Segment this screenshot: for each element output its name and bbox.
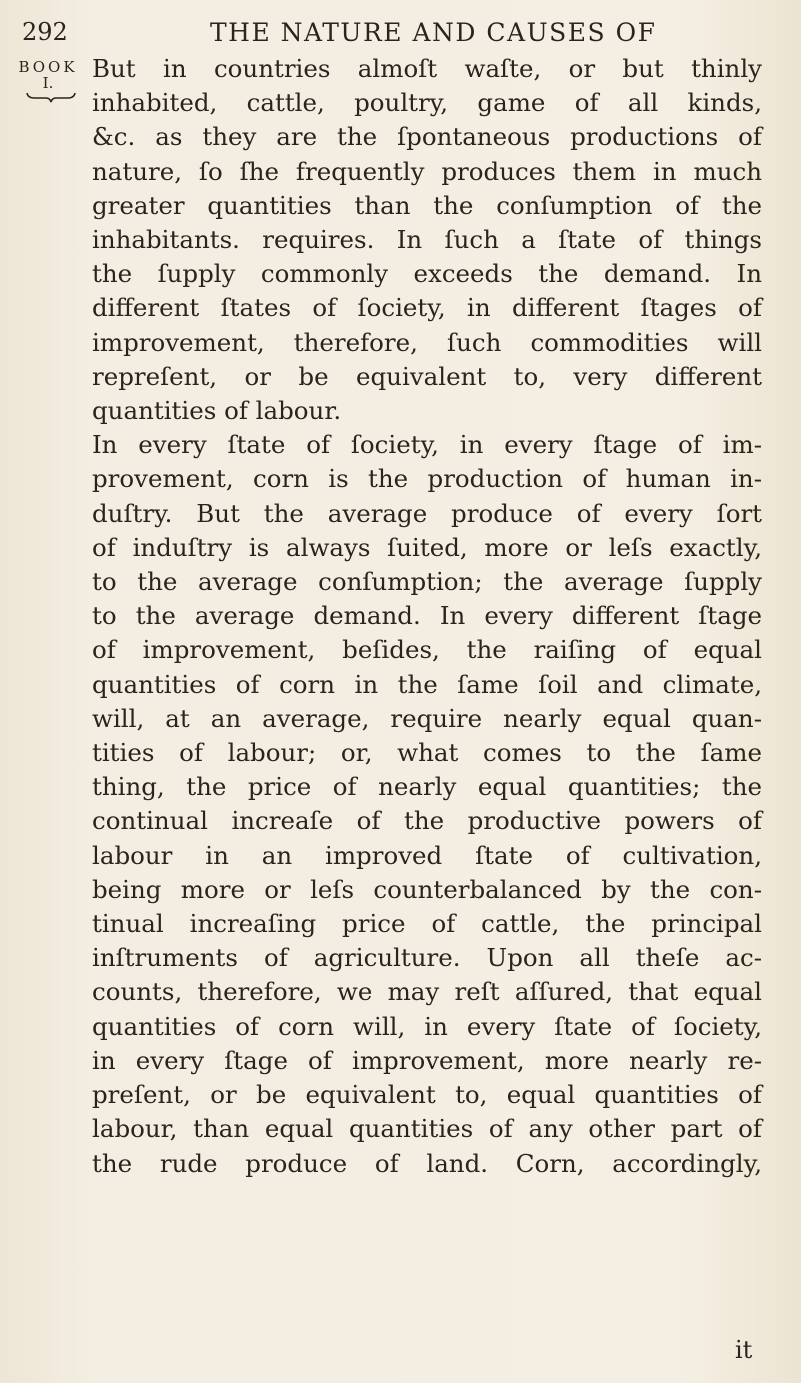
text-line: quantities of corn in the ſame ſoil and climate,: [92, 669, 762, 699]
text-line: &c. as they are the ſpontaneous productions of: [92, 122, 762, 152]
text-line: preſent, or be equivalent to, equal quantities of: [92, 1080, 762, 1110]
body-text: [92, 52, 762, 1181]
margin-note: [10, 58, 86, 90]
text-line: But in countries almoſt waſte, or but thinly: [92, 54, 762, 83]
margin-note-number: I.: [42, 74, 54, 92]
text-line: In every ſtate of ſociety, in every ſtage of im-: [92, 430, 762, 460]
text-line: provement, corn is the production of human in-: [92, 464, 762, 494]
text-line: labour in an improved ſtate of cultivation,: [92, 840, 762, 870]
text-line: the rude produce of land. Corn, accordingly,: [92, 1148, 762, 1178]
text-line: inhabitants. requires. In ſuch a ſtate of things: [92, 225, 762, 255]
text-line: in every ſtage of improvement, more nearly re-: [92, 1045, 762, 1075]
running-head: THE NATURE AND CAUSES OF: [210, 18, 657, 47]
page-header: [0, 14, 801, 54]
text-line: repreſent, or be equivalent to, very different: [92, 361, 762, 391]
text-line: quantities of corn will, in every ſtate of ſociety,: [92, 1011, 762, 1041]
text-line: greater quantities than the conſumption of the: [92, 190, 762, 220]
text-line: being more or leſs counterbalanced by the con-: [92, 874, 762, 904]
text-line: to the average demand. In every different ſtage: [92, 601, 762, 631]
text-line: different ſtates of ſociety, in different ſtages of: [92, 293, 762, 323]
page-number: 292: [22, 18, 68, 46]
text-line: tities of labour; or, what comes to the ſame: [92, 738, 762, 768]
text-line: continual increaſe of the productive powers of: [92, 806, 762, 836]
text-line: improvement, therefore, ſuch commodities will: [92, 327, 762, 357]
text-line: counts, therefore, we may reſt aſſured, that equal: [92, 977, 762, 1007]
text-line: inſtruments of agriculture. Upon all theſe ac-: [92, 943, 762, 973]
text-line: of improvement, beſides, the raiſing of equal: [92, 635, 762, 665]
text-line: tinual increaſing price of cattle, the principal: [92, 909, 762, 939]
text-line: quantities of labour.: [92, 396, 342, 426]
text-line: of induſtry is always ſuited, more or leſs exactly,: [92, 532, 762, 562]
catchword: it: [735, 1336, 753, 1364]
margin-note-book: BOOK: [18, 58, 78, 76]
text-line: duſtry. But the average produce of every ſort: [92, 498, 762, 528]
text-line: inhabited, cattle, poultry, game of all kinds,: [92, 88, 762, 118]
text-line: labour, than equal quantities of any other part of: [92, 1114, 762, 1144]
text-line: will, at an average, require nearly equal quan-: [92, 703, 762, 733]
text-line: to the average conſumption; the average ſupply: [92, 567, 762, 597]
text-line: nature, ſo ſhe frequently produces them in much: [92, 156, 762, 186]
text-line: the ſupply commonly exceeds the demand. In: [92, 259, 762, 289]
text-line: thing, the price of nearly equal quantities; the: [92, 772, 762, 802]
margin-brace-icon: [26, 90, 76, 104]
